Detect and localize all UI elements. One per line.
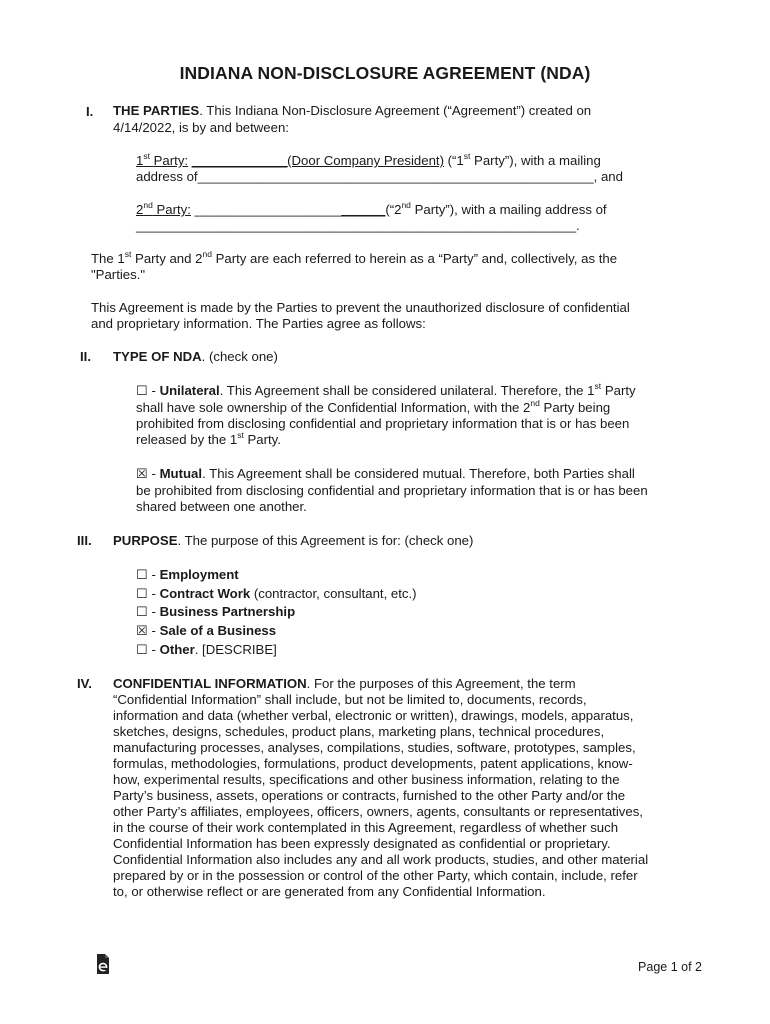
purpose-option-employment: ☐ - Employment bbox=[136, 567, 239, 582]
mutual-line1: ☒ - Mutual. This Agreement shall be considered mutual. Therefore, both Parties shall bbox=[136, 466, 635, 481]
confidential-line: in the course of their work contemplated in this Agreement, regardless of whether such bbox=[113, 820, 619, 835]
agreement-purpose-line2: and proprietary information. The Parties agree as follows: bbox=[91, 316, 426, 331]
unilateral-checkbox[interactable]: ☐ bbox=[136, 383, 148, 398]
agreement-purpose-line1: This Agreement is made by the Parties to prevent the unauthorized disclosure of confidential bbox=[91, 300, 630, 315]
section-numeral-2: II. bbox=[80, 349, 91, 364]
party1-line: 1st Party: _____________(Door Company President) (“1st Party”), with a mailing bbox=[136, 151, 601, 168]
confidential-line: formulas, methodologies, formulations, product developments, patent applications, know- bbox=[113, 756, 633, 771]
confidential-line: manufacturing processes, analyses, compilations, studies, software, prototypes, samples, bbox=[113, 740, 636, 755]
section-numeral-3: III. bbox=[77, 533, 92, 548]
party1-blank[interactable]: _____________ bbox=[191, 153, 288, 168]
purpose-option-other: ☐ - Other. [DESCRIBE] bbox=[136, 642, 277, 657]
unilateral-line4: released by the 1st Party. bbox=[136, 430, 281, 447]
confidential-line: “Confidential Information” shall include, but not be limited to, documents, records, bbox=[113, 692, 587, 707]
business-partnership-checkbox[interactable]: ☐ bbox=[136, 604, 148, 619]
party2-label: 2nd Party: bbox=[136, 200, 191, 217]
unilateral-line3: prohibited from disclosing confidential and proprietary information that is or has been bbox=[136, 416, 630, 431]
party2-blank-underlined[interactable]: ______ bbox=[341, 202, 386, 217]
other-checkbox[interactable]: ☐ bbox=[136, 642, 148, 657]
mutual-line3: shared between one another. bbox=[136, 499, 307, 514]
party2-blank[interactable]: ____________________ bbox=[190, 202, 342, 217]
section-numeral-1: I. bbox=[86, 104, 94, 119]
purpose-option-contract-work: ☐ - Contract Work (contractor, consultant, etc.) bbox=[136, 586, 417, 601]
section-numeral-4: IV. bbox=[77, 676, 92, 691]
esign-logo-icon bbox=[95, 953, 111, 977]
purpose-heading: PURPOSE bbox=[113, 533, 178, 548]
agreement-date-line: 4/14/2022, is by and between: bbox=[113, 120, 289, 135]
confidential-line: prepared by or in the possession or control of the other Party, which contain, include, refer bbox=[113, 868, 638, 883]
parties-intro-line bbox=[113, 103, 591, 119]
party1-label: 1st Party: bbox=[136, 151, 189, 168]
confidential-line: how, experimental results, specifications and other business information, relating to the bbox=[113, 772, 620, 787]
document-title: INDIANA NON-DISCLOSURE AGREEMENT (NDA) bbox=[179, 63, 591, 83]
purpose-option-business-partnership: ☐ - Business Partnership bbox=[136, 604, 296, 619]
confidential-line: information and data (whether verbal, electronic or written), drawings, models, apparatus, bbox=[113, 708, 634, 723]
mutual-checkbox[interactable]: ☒ bbox=[136, 466, 148, 481]
unilateral-line2: shall have sole ownership of the Confidential Information, with the 2nd Party being bbox=[136, 398, 611, 415]
sale-of-business-checkbox[interactable]: ☒ bbox=[136, 623, 148, 638]
unilateral-label: Unilateral bbox=[159, 383, 220, 398]
page-number: Page 1 of 2 bbox=[638, 960, 702, 974]
nda-type-heading: TYPE OF NDA bbox=[113, 349, 202, 364]
confidential-line: sketches, designs, schedules, product plans, marketing plans, technical procedures, bbox=[113, 724, 605, 739]
employment-checkbox[interactable]: ☐ bbox=[136, 567, 148, 582]
nda-type-line: TYPE OF NDA. (check one) bbox=[113, 349, 278, 364]
confidential-line: other Party’s affiliates, employees, officers, owners, agents, consultants or representatives, bbox=[113, 804, 643, 819]
purpose-option-sale-of-business: ☒ - Sale of a Business bbox=[136, 623, 277, 638]
party1-name[interactable]: (Door Company President) bbox=[287, 153, 444, 168]
confidential-line: to, or otherwise reflect or are generated from any Confidential Information. bbox=[113, 884, 546, 899]
confidential-line: CONFIDENTIAL INFORMATION. For the purposes of this Agreement, the term bbox=[113, 676, 576, 691]
parties-heading: THE PARTIES bbox=[113, 103, 200, 118]
parties-definition-line2: "Parties." bbox=[91, 267, 146, 282]
party2-line: 2nd Party: __________________________(“2nd Party”), with a mailing address of bbox=[136, 200, 607, 217]
party1-address-line[interactable]: address of______________________________________________________, and bbox=[136, 169, 623, 184]
mutual-label: Mutual bbox=[159, 466, 203, 481]
contract-work-checkbox[interactable]: ☐ bbox=[136, 586, 148, 601]
parties-intro-text: . This Indiana Non-Disclosure Agreement (“Agreement”) created on bbox=[199, 103, 592, 118]
confidential-line: Confidential Information has been expressly designated as confidential or proprietary. bbox=[113, 836, 611, 851]
confidential-line: Party’s business, assets, operations or contracts, furnished to the other Party and/or the bbox=[113, 788, 626, 803]
party2-address-line[interactable]: ____________________________________________________________. bbox=[136, 218, 580, 233]
mutual-line2: be prohibited from disclosing confidential and proprietary information that is or has been bbox=[136, 483, 648, 498]
confidential-heading: CONFIDENTIAL INFORMATION bbox=[113, 676, 307, 691]
unilateral-line1: ☐ - Unilateral. This Agreement shall be considered unilateral. Therefore, the 1st Party bbox=[136, 381, 636, 398]
parties-definition-line1: The 1st Party and 2nd Party are each referred to herein as a “Party” and, collectively, as the bbox=[91, 249, 618, 266]
confidential-info-paragraph bbox=[113, 676, 648, 900]
confidential-line: Confidential Information also includes any and all work products, studies, and other material bbox=[113, 852, 649, 867]
purpose-line: PURPOSE. The purpose of this Agreement is for: (check one) bbox=[113, 533, 474, 548]
